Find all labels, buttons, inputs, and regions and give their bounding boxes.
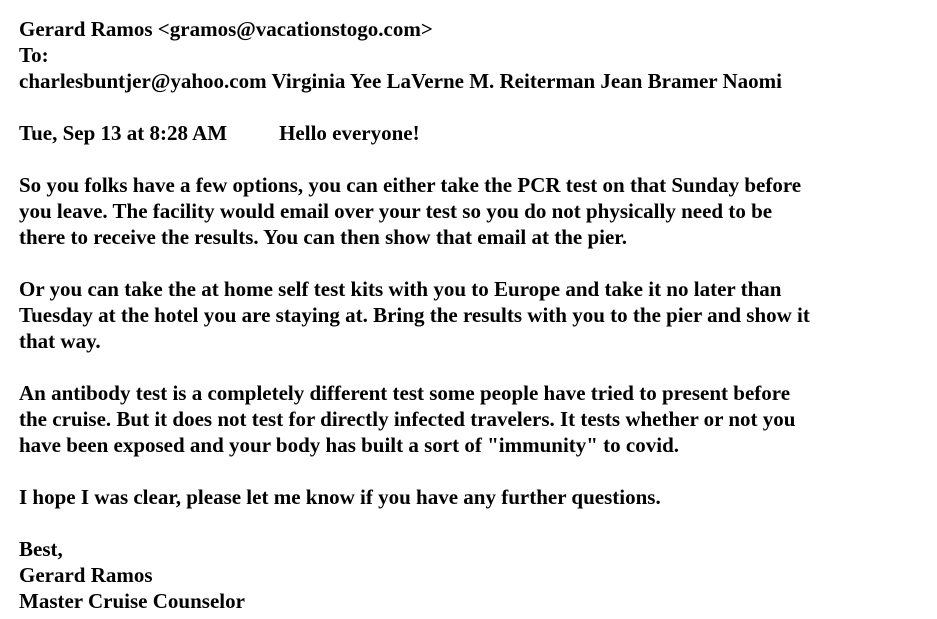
recipients-line: charlesbuntjer@yahoo.com Virginia Yee LaVerne M. Reiterman Jean Bramer Naomi (19, 69, 782, 93)
paragraph-antibody-test (19, 380, 929, 458)
body-line: An antibody test is a completely different test some people have tried to present before (19, 381, 791, 405)
sent-date: Tue, Sep 13 at 8:28 AM (19, 121, 228, 145)
spacer (19, 510, 929, 536)
body-line: you leave. The facility would email over your test so you do not physically need to be (19, 199, 773, 223)
spacer (19, 94, 929, 120)
body-line: that way. (19, 329, 101, 353)
spacer (19, 354, 929, 380)
body-line: the cruise. But it does not test for directly infected travelers. It tests whether or not you (19, 407, 796, 431)
body-line: there to receive the results. You can then show that email at the pier. (19, 225, 627, 249)
spacer (19, 458, 929, 484)
date-row (19, 120, 929, 146)
signature-block (19, 536, 929, 614)
body-line: So you folks have a few options, you can either take the PCR test on that Sunday before (19, 173, 802, 197)
body-line: Tuesday at the hotel you are staying at. Bring the results with you to the pier and show it (19, 303, 810, 327)
to-label: To: (19, 43, 49, 67)
body-line: Or you can take the at home self test kits with you to Europe and take it no later than (19, 277, 782, 301)
body-line: I hope I was clear, please let me know if you have any further questions. (19, 485, 661, 509)
paragraph-pcr-option (19, 172, 929, 250)
greeting: Hello everyone! (279, 121, 420, 145)
paragraph-closing-note (19, 484, 929, 510)
spacer (19, 146, 929, 172)
sender-line: Gerard Ramos <gramos@vacationstogo.com> (19, 17, 433, 41)
body-line: have been exposed and your body has built a sort of "immunity" to covid. (19, 433, 680, 457)
signature-closing: Best, (19, 537, 63, 561)
paragraph-self-test-option (19, 276, 929, 354)
signature-name: Gerard Ramos (19, 563, 153, 587)
signature-title: Master Cruise Counselor (19, 589, 245, 613)
spacer (19, 250, 929, 276)
email-message (19, 16, 929, 614)
